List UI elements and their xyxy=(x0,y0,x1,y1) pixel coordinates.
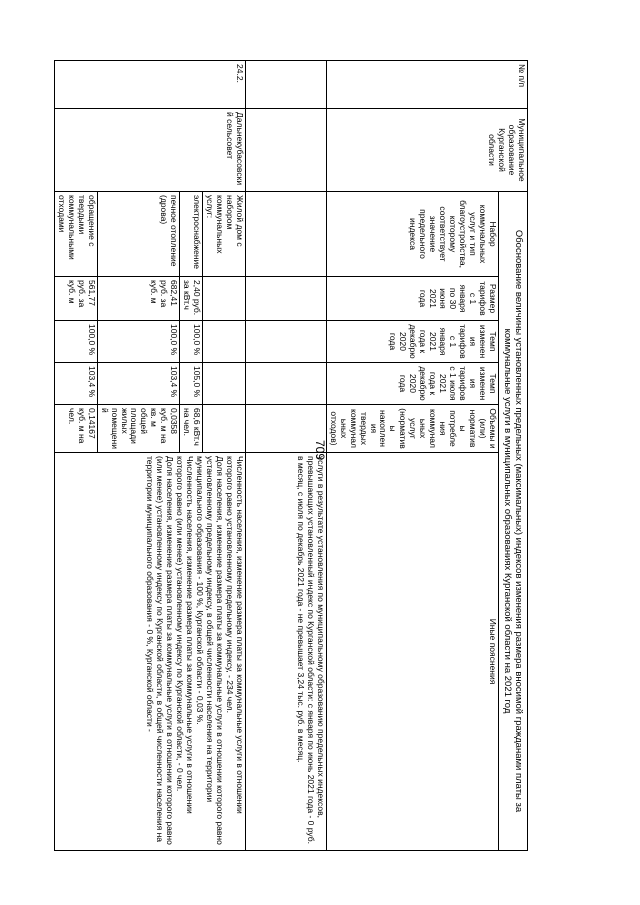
tariff-table xyxy=(54,60,528,851)
entry-notes xyxy=(54,453,245,851)
continuation-row xyxy=(245,61,326,851)
service-rate-jul: 105,0 % xyxy=(180,363,203,405)
entry-municipality: Дальнекубасовский сельсовет xyxy=(54,109,245,192)
service-rate-jan: 100,0 % xyxy=(54,321,97,363)
service-name: электроснабжение xyxy=(180,192,203,277)
service-tariff: 561,77 руб. за куб. м xyxy=(54,277,97,321)
continuation-note: услуги в результате установления по муниципальному образованию предельных индексов, превышающих установленный индекс по Курганской области: с января по июнь 2021 года - 0 руб. в месяц, с июля по декабрь 2021 года - не превышает 3,24 тыс. руб. в месяц. xyxy=(245,453,326,851)
document-title: Обоснование величины установленных предельных (максимальных) индексов изменения размера вносимой гражданами платы за коммунальные услуги в муниципальных образованиях Курганской области на 2021 год xyxy=(498,192,527,851)
page-number: 709 xyxy=(313,439,327,461)
table-row xyxy=(203,61,246,851)
note-line: Доля населения, изменение размера платы за коммунальные услуги в отношении которого равно установленному предельному индексу, в общей численности населения на территории муниципального образования - 100 %, Курганской области - 0,03 %. xyxy=(195,456,225,845)
rate-jan-header: Темп изменения тарифов с 1 января 2021 года к декабрю 2020 года xyxy=(326,321,498,363)
service-header: Жилой дом с набором коммунальных услуг: xyxy=(203,192,246,277)
note-line: Численность населения, изменение размера платы за коммунальные услуги в отношении которого равно (или менее) установленному индексу по Курганской области, - 0 чел. xyxy=(175,456,196,814)
service-name: обращение с твердыми коммунальными отходами xyxy=(54,192,97,277)
service-name: печное отопление (дрова) xyxy=(97,192,180,277)
service-tariff: 682,41 руб. за куб. м xyxy=(97,277,180,321)
service-rate-jul: 103,4 % xyxy=(54,363,97,405)
service-rate-jul: 103,4 % xyxy=(97,363,180,405)
notes-header: Иные пояснения xyxy=(326,453,498,851)
municipality-header: Муниципальное образование Курганской области xyxy=(326,109,527,192)
document-table-rotated xyxy=(56,60,528,850)
title-row xyxy=(498,61,527,851)
tariff-size-header: Размер тарифов с 1 января по 30 июня 2021 года xyxy=(326,277,498,321)
service-volume: 68,6 кВт.ч на чел. xyxy=(180,405,203,453)
num-header: № п/п xyxy=(326,61,527,109)
entry-number: 24.2. xyxy=(54,61,245,109)
service-rate-jan: 100,0 % xyxy=(180,321,203,363)
service-tariff: 2,40 руб. за кВт.ч xyxy=(180,277,203,321)
service-volume: 0,0358 куб. м на кв. м общей площади жилых помещений xyxy=(97,405,180,453)
service-rate-jan: 100,0 % xyxy=(97,321,180,363)
volumes-header: Объемы и (или) нормативы потребления коммунальных услуг (нормативы накопления твердых коммунальных отходов) xyxy=(326,405,498,453)
note-line: Численность населения, изменение размера платы за коммунальные услуги в отношении которого равно установленному предельному индексу, - 234 чел. xyxy=(224,456,245,814)
service-volume: 0,14167 куб. м на чел. xyxy=(54,405,97,453)
rate-jul-header: Темп изменения тарифов с 1 июля 2021 года к декабрю 2020 года xyxy=(326,363,498,405)
note-line: Доля населения, изменение размера платы за коммунальные услуги в отношении которого равно (или менее) установленному индексу по Курганской области, в общей численности населения на территории муниципального образования - 0 %, Курганской области - xyxy=(145,456,176,845)
service-set-header: Набор коммунальных услуг и тип благоустройства, которому соответствует значение предельного индекса xyxy=(326,192,498,277)
